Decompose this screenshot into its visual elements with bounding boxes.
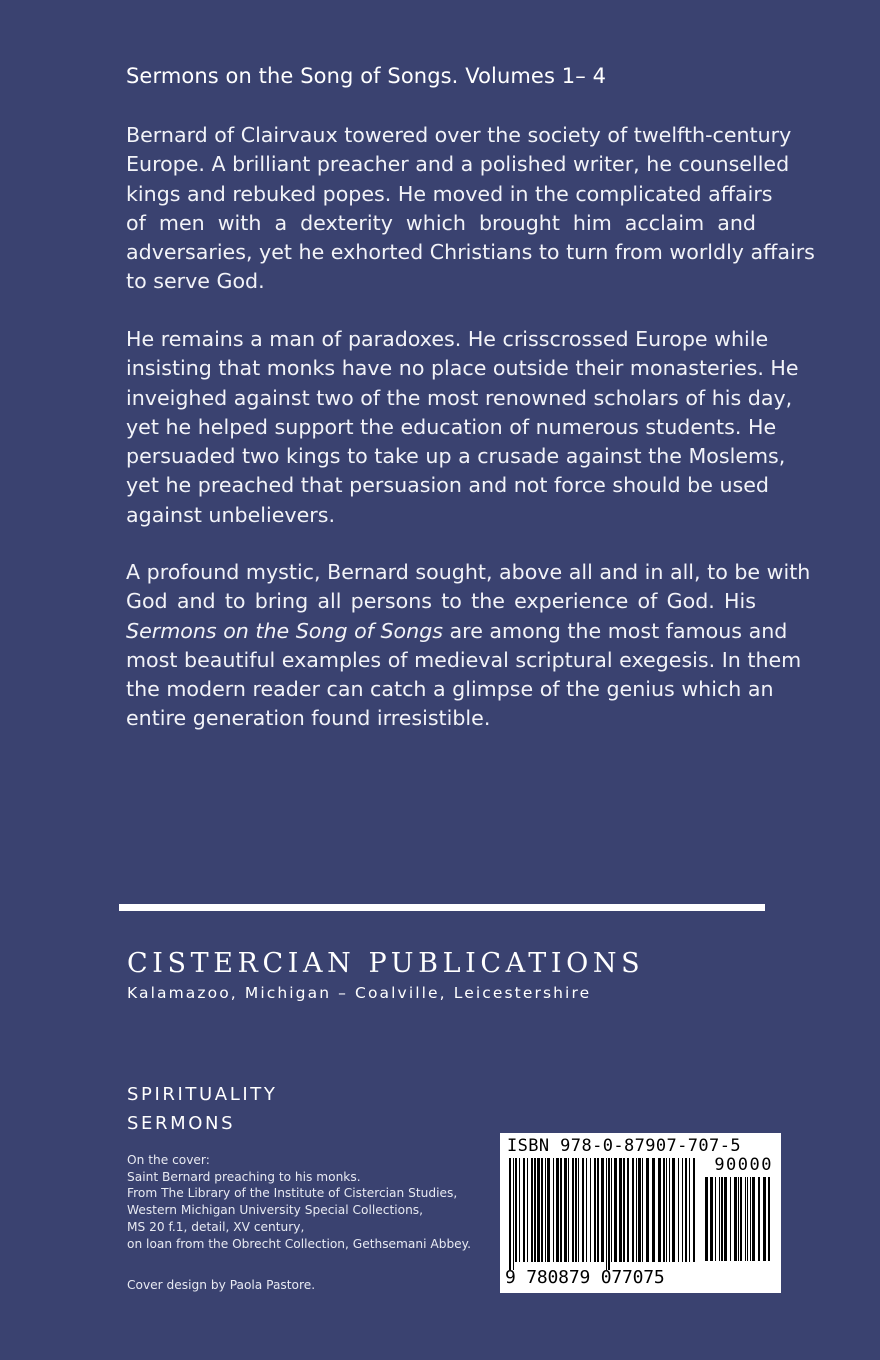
barcode-bar — [560, 1158, 562, 1262]
divider-rule — [119, 904, 765, 911]
cover-credit — [127, 1152, 471, 1252]
text-line: Europe. A brilliant preacher and a polished writer, he counselled — [126, 152, 790, 177]
barcode-bar — [531, 1158, 533, 1262]
barcode-bar — [678, 1158, 679, 1262]
barcode-bar — [763, 1177, 766, 1261]
barcode-bar — [682, 1158, 683, 1262]
barcode-bar — [597, 1158, 599, 1262]
barcode-bar — [747, 1177, 748, 1261]
barcode-bar — [556, 1158, 559, 1262]
isbn-number: ISBN 978-0-87907-707-5 — [507, 1136, 741, 1156]
barcode-bar — [519, 1158, 520, 1262]
barcode-bar — [568, 1158, 569, 1262]
description-paragraph-1 — [126, 121, 815, 297]
text-line: adversaries, yet he exhorted Christians to turn from worldly affairs — [126, 240, 815, 265]
barcode-bar — [669, 1158, 670, 1262]
barcode-bar — [740, 1177, 742, 1261]
description-paragraph-2 — [126, 325, 799, 530]
barcode-bar — [619, 1158, 622, 1262]
barcode-bar — [608, 1158, 610, 1270]
barcode-bar — [586, 1158, 587, 1262]
barcode-bar — [632, 1158, 634, 1262]
barcode-bar — [515, 1158, 517, 1262]
barcode-bar — [611, 1158, 612, 1262]
barcode-bar — [672, 1158, 675, 1262]
text-line: Bernard of Clairvaux towered over the society of twelfth-century — [126, 123, 792, 147]
text-line: yet he helped support the education of numerous students. He — [126, 414, 777, 439]
barcode-bar — [721, 1177, 723, 1261]
barcode-bar — [594, 1158, 596, 1262]
barcode-bar — [606, 1158, 607, 1270]
barcode-bar — [527, 1158, 528, 1262]
barcode-bar — [642, 1158, 643, 1262]
text-line: He remains a man of paradoxes. He crisscrossed Europe while — [126, 327, 769, 351]
text-line: yet he preached that persuasion and not force should be used — [126, 473, 769, 498]
barcode-bar — [715, 1177, 716, 1261]
barcode-bar — [768, 1177, 770, 1261]
barcode-bar — [705, 1177, 708, 1261]
barcode-bar — [553, 1158, 554, 1262]
addon-bars-icon — [705, 1177, 771, 1269]
barcode-bar — [564, 1158, 567, 1262]
barcode-bar — [509, 1158, 511, 1270]
text-line: against unbelievers. — [126, 502, 335, 527]
barcode-bar — [601, 1158, 604, 1262]
category-label: SPIRITUALITY — [127, 1084, 278, 1105]
text-fragment: are among the most famous and — [443, 618, 788, 643]
barcode-bar — [541, 1158, 543, 1262]
barcode-bar — [636, 1158, 637, 1262]
barcode-bar — [730, 1177, 731, 1261]
publisher-locations: Kalamazoo, Michigan – Coalville, Leicestershire — [127, 984, 592, 1002]
publisher-name: CISTERCIAN PUBLICATIONS — [127, 948, 645, 979]
credit-line: Western Michigan University Special Collections, — [127, 1203, 424, 1218]
barcode-bars-icon — [509, 1158, 695, 1270]
barcode-bar — [693, 1158, 695, 1262]
barcode-bar — [537, 1158, 540, 1262]
barcode-bar — [734, 1177, 737, 1261]
design-credit: Cover design by Paola Pastore. — [127, 1278, 316, 1292]
italic-title: Sermons on the Song of Songs — [126, 618, 444, 643]
barcode-bar — [646, 1158, 649, 1262]
text-line: A profound mystic, Bernard sought, above all and in all, to be with — [126, 560, 811, 584]
barcode-bar — [547, 1158, 550, 1262]
description-paragraph-3 — [126, 558, 811, 734]
barcode-bar — [710, 1177, 713, 1261]
ean-digits: 9 780879 077075 — [505, 1267, 665, 1288]
credit-line: Saint Bernard preaching to his monks. — [127, 1169, 361, 1184]
text-line: insisting that monks have no place outside their monasteries. He — [126, 356, 799, 381]
barcode-bar — [666, 1158, 667, 1262]
barcode-bar — [750, 1177, 751, 1261]
text-line — [126, 617, 788, 646]
credit-line: on loan from the Obrecht Collection, Gethsemani Abbey. — [127, 1236, 472, 1251]
text-line: kings and rebuked popes. He moved in the complicated affairs — [126, 181, 773, 206]
barcode-bar — [689, 1158, 690, 1262]
text-line: inveighed against two of the most renowned scholars of his day, — [126, 385, 793, 410]
barcode-bar — [575, 1158, 577, 1262]
barcode-bar — [623, 1158, 625, 1262]
barcode-bar — [658, 1158, 661, 1262]
barcode-bar — [724, 1177, 727, 1261]
barcode-bar — [663, 1158, 665, 1262]
text-line: persuaded two kings to take up a crusade against the Moslems, — [126, 444, 786, 469]
text-line: of men with a dexterity which brought him acclaim and — [126, 210, 756, 235]
barcode-bar — [590, 1158, 591, 1262]
credit-line: From The Library of the Institute of Cistercian Studies, — [127, 1186, 458, 1201]
barcode-bar — [534, 1158, 536, 1262]
barcode-bar — [685, 1158, 687, 1262]
category-label: SERMONS — [127, 1113, 236, 1134]
text-line: God and to bring all persons to the experience of God. His — [126, 589, 756, 614]
text-line: to serve God. — [126, 269, 265, 294]
book-title: Sermons on the Song of Songs. Volumes 1– 4 — [126, 64, 607, 88]
text-line: most beautiful examples of medieval scriptural exegesis. In them — [126, 647, 802, 672]
barcode-bar — [752, 1177, 755, 1261]
barcode — [500, 1133, 781, 1293]
barcode-bar — [578, 1158, 579, 1262]
barcode-bar — [652, 1158, 655, 1262]
barcode-bar — [638, 1158, 641, 1262]
credit-line: MS 20 f.1, detail, XV century, — [127, 1219, 305, 1234]
barcode-bar — [738, 1177, 739, 1261]
credit-line: On the cover: — [127, 1153, 210, 1167]
barcode-bar — [523, 1158, 525, 1262]
price-addon: 90000 — [714, 1155, 773, 1175]
barcode-bar — [719, 1177, 720, 1261]
text-line: entire generation found irresistible. — [126, 706, 491, 731]
text-line: the modern reader can catch a glimpse of the genius which an — [126, 677, 774, 702]
barcode-bar — [758, 1177, 760, 1261]
barcode-bar — [582, 1158, 584, 1262]
barcode-bar — [513, 1158, 514, 1270]
barcode-bar — [627, 1158, 629, 1262]
barcode-bar — [572, 1158, 574, 1262]
barcode-bar — [614, 1158, 617, 1262]
barcode-bar — [545, 1158, 546, 1262]
barcode-bar — [745, 1177, 746, 1261]
